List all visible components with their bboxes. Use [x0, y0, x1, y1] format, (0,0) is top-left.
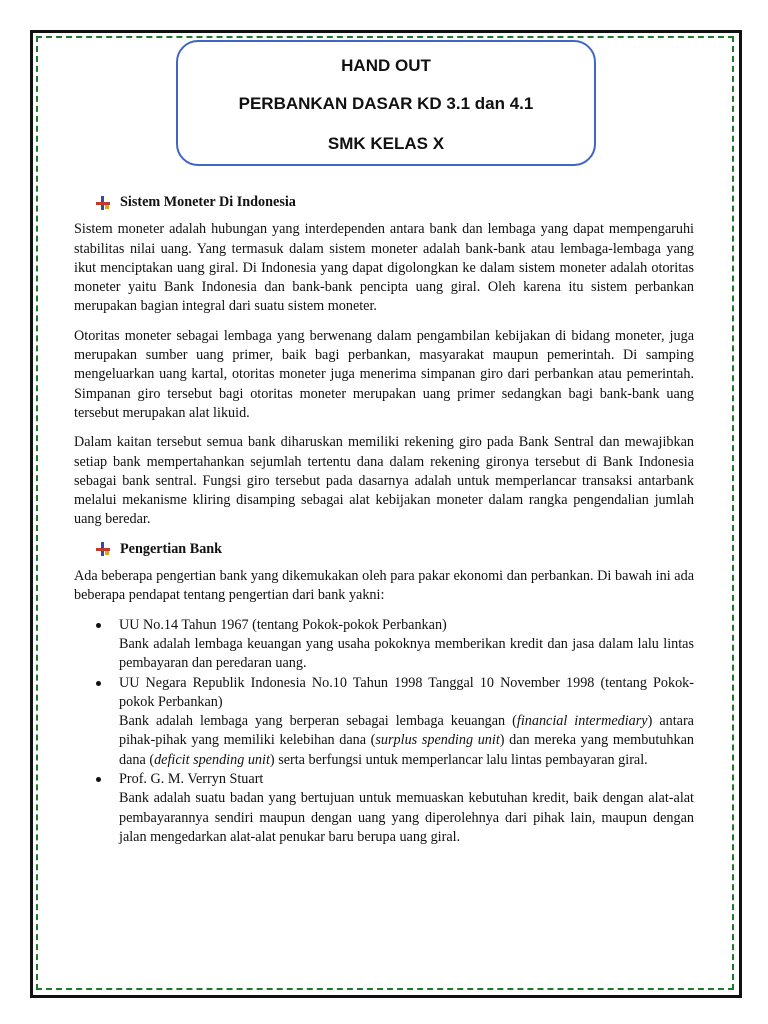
section-heading-sistem-moneter	[96, 193, 694, 212]
list-item-desc: Bank adalah lembaga yang berperan sebagai lembaga keuangan (financial intermediary) antara pihak-pihak yang memiliki kelebihan dana (surplus spending unit) dan mereka yang membutuhkan dana (deficit spending unit) serta berfungsi untuk memperlancar lalu lintas pembayaran giral.	[119, 713, 695, 768]
list-item-desc: Bank adalah suatu badan yang bertujuan untuk memuaskan kebutuhan kredit, baik dengan alat-alat pembayarannya sendiri maupun dengan uang yang diperolehnya dari pihak lain, maupun dengan jalan mengedarkan alat-alat penukar baru berupa uang giral.	[119, 790, 694, 845]
heading-text: Sistem Moneter Di Indonesia	[120, 194, 296, 210]
list-item	[74, 674, 694, 770]
title-line-1: HAND OUT	[341, 56, 431, 75]
list-item-title: Prof. G. M. Verryn Stuart	[119, 771, 264, 788]
list-item	[74, 616, 694, 674]
list-item-title: UU No.14 Tahun 1967 (tentang Pokok-pokok Perbankan)	[119, 616, 447, 633]
paragraph: Sistem moneter adalah hubungan yang interdependen antara bank dan lembaga yang dapat mempengaruhi stabilitas nilai uang. Yang termasuk dalam sistem moneter adalah bank-bank atau lembaga-lembaga yang ikut menciptakan uang giral. Di Indonesia yang dapat digolongkan ke dalam sistem moneter adalah otoritas moneter yaitu Bank Indonesia dan bank-bank pencipta uang giral. Oleh karena itu sistem perbankan merupakan bagian integral dari suatu sistem moneter.	[74, 221, 694, 315]
paragraph: Dalam kaitan tersebut semua bank diharuskan memiliki rekening giro pada Bank Sentral dan mewajibkan setiap bank mempertahankan sejumlah tertentu dana dalam rekening gironya tersebut di Bank Indonesia sebagai bank sentral. Fungsi giro tersebut pada dasarnya adalah untuk memperlancar transaksi antarbank melalui mekanisme kliring disamping sebagai alat kebijakan moneter dalam rangka pengendalian jumlah uang beredar.	[74, 434, 694, 528]
bullet-dot-icon	[96, 681, 101, 686]
title-line-3: SMK KELAS X	[327, 134, 445, 153]
list-item	[74, 770, 694, 847]
bullet-cross-icon	[96, 196, 110, 210]
title-box	[176, 40, 596, 166]
paragraph: Otoritas moneter sebagai lembaga yang berwenang dalam pengambilan kebijakan di bidang moneter, juga merupakan sumber uang primer, baik bagi perbankan, masyarakat maupun pemerintah. Di samping mengeluarkan uang kartal, otoritas moneter juga menerima simpanan giro dari perbankan atau pemerintah. Simpanan giro tersebut bagi otoritas moneter merupakan uang primer sedangkan bagi bank-bank uang tersebut merupakan alat likuid.	[74, 327, 694, 421]
heading-text: Pengertian Bank	[120, 540, 223, 557]
section-heading-pengertian-bank	[96, 540, 694, 559]
definition-list	[74, 616, 694, 848]
list-item-title: UU Negara Republik Indonesia No.10 Tahun 1998 Tanggal 10 November 1998 (tentang Pokok-pokok Perbankan)	[119, 674, 694, 710]
bullet-dot-icon	[96, 623, 101, 628]
paragraph: Ada beberapa pengertian bank yang dikemukakan oleh para pakar ekonomi dan perbankan. Di bawah ini ada beberapa pendapat tentang pengertian dari bank yakni:	[74, 568, 694, 604]
title-line-2: PERBANKAN DASAR KD 3.1 dan 4.1	[238, 94, 534, 113]
bullet-cross-icon	[96, 542, 110, 556]
document-body	[74, 193, 694, 847]
list-item-desc: Bank adalah lembaga keuangan yang usaha pokoknya memberikan kredit dan jasa dalam lalu lintas pembayaran dan peredaran uang.	[119, 635, 694, 672]
bullet-dot-icon	[96, 777, 101, 782]
